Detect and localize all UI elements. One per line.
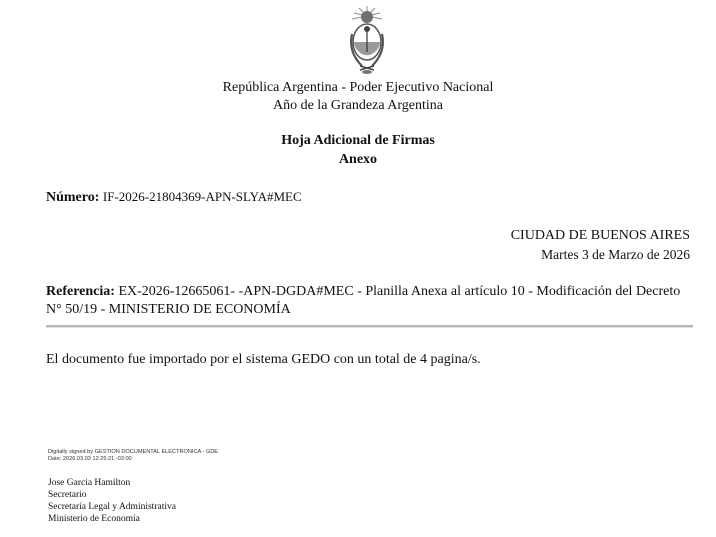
document-number-value: IF-2026-21804369-APN-SLYA#MEC [102, 189, 302, 204]
section-divider [46, 325, 693, 328]
coat-of-arms-icon [344, 4, 390, 78]
digital-signature-stamp [48, 449, 218, 463]
document-number-row [46, 189, 302, 206]
city-line: CIUDAD DE BUENOS AIRES [510, 228, 690, 243]
header-government-line: República Argentina - Poder Ejecutivo Nacional [222, 80, 494, 95]
header-year-motto: Año de la Grandeza Argentina [272, 98, 443, 113]
reference-label: Referencia: [46, 284, 115, 299]
signature-signed-by: Digitally signed by GESTION DOCUMENTAL ELECTRONICA - GDE [48, 449, 219, 455]
reference-text: EX-2026-12665061- -APN-DGDA#MEC - Planilla Anexa al artículo 10 - Modificación del Decreto N° 50/19 - MINISTERIO DE ECONOMÍA [46, 284, 681, 317]
document-number-label: Número: [46, 190, 100, 205]
signature-date: Date: 2026.03.03 12:25:21 -03:00 [48, 455, 132, 462]
document-subtitle: Anexo [338, 152, 378, 167]
reference-block [46, 283, 696, 319]
signer-name: Jose Garcia Hamilton [48, 478, 131, 488]
signer-block [48, 477, 176, 525]
signer-role: Secretario [48, 490, 87, 500]
signer-office: Secretaría Legal y Administrativa [48, 502, 176, 512]
document-title: Hoja Adicional de Firmas [281, 133, 435, 148]
date-line: Martes 3 de Marzo de 2026 [541, 247, 690, 262]
body-paragraph: El documento fue importado por el sistema GEDO con un total de 4 pagina/s. [46, 352, 481, 367]
signer-ministry: Ministerio de Economía [48, 514, 140, 524]
